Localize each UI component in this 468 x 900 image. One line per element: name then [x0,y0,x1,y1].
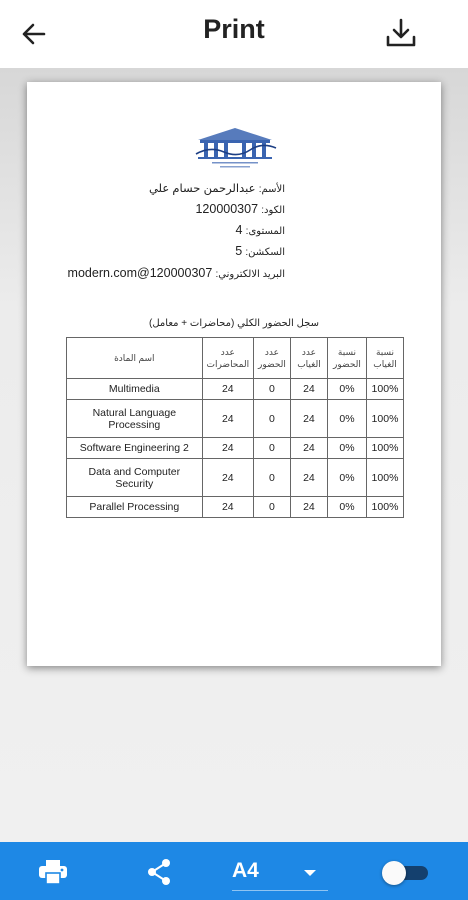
paper-preview [27,82,441,666]
cell-subject: Software Engineering 2 [67,438,203,459]
cell-lectures: 24 [202,379,253,400]
student-name: عبدالرحمن حسام علي [148,183,256,195]
cell-attend-pct: 0% [327,400,366,438]
cell-absence-pct: 100% [366,459,403,497]
cell-absences: 24 [290,459,327,497]
cell-absences: 24 [290,400,327,438]
print-preview-area[interactable] [0,68,468,842]
header-absences: عدد الغياب [290,338,327,379]
cell-absence-pct: 100% [366,379,403,400]
cell-attended: 0 [253,379,290,400]
section-label: السكشن: [245,247,285,258]
cell-attend-pct: 0% [327,459,366,497]
bottom-toolbar [0,842,468,900]
student-email: 120000307@modern.com [67,266,213,280]
cell-subject: Data and Computer Security [67,459,203,497]
cell-attend-pct: 0% [327,438,366,459]
cell-subject: Parallel Processing [67,497,203,518]
student-code: 120000307 [195,202,259,216]
student-email-line [0,266,285,280]
cell-attended: 0 [253,459,290,497]
table-header-row [67,338,404,379]
cell-absence-pct: 100% [366,497,403,518]
cell-attended: 0 [253,400,290,438]
header-attend-pct: نسبة الحضور [327,338,366,379]
table-row [67,400,404,438]
cell-attended: 0 [253,438,290,459]
code-label: الكود: [261,205,285,216]
student-level-line [25,223,285,237]
attendance-title: سجل الحضور الكلي (محاضرات + معامل) [149,318,319,329]
top-app-bar [0,0,468,68]
student-code-line [25,202,285,216]
option-toggle[interactable] [382,861,430,883]
student-name-line [25,181,285,195]
table-row [67,497,404,518]
paper-size-underline [232,890,328,891]
email-label: البريد الالكتروني: [215,269,285,280]
header-absence-pct: نسبة الغياب [366,338,403,379]
cell-lectures: 24 [202,438,253,459]
level-label: المستوى: [245,226,285,237]
university-logo [190,124,280,170]
attendance-table [66,337,404,518]
student-section-line [25,244,285,258]
paper-size-select[interactable]: A4 [232,859,259,882]
cell-subject: Natural Language Processing [67,400,203,438]
print-button[interactable] [38,859,68,885]
download-button[interactable] [384,16,418,50]
share-button[interactable] [146,858,172,886]
cell-attend-pct: 0% [327,379,366,400]
cell-lectures: 24 [202,497,253,518]
cell-lectures: 24 [202,459,253,497]
cell-absences: 24 [290,497,327,518]
name-label: الأسم: [258,184,285,195]
table-row [67,379,404,400]
printer-icon [38,859,68,885]
share-icon [146,858,172,886]
header-lectures: عدد المحاضرات [202,338,253,379]
student-level: 4 [235,223,243,237]
table-row [67,459,404,497]
toggle-knob [382,861,406,885]
cell-absence-pct: 100% [366,438,403,459]
download-icon [384,16,418,50]
header-subject: اسم المادة [67,338,203,379]
cell-attend-pct: 0% [327,497,366,518]
header-attended: عدد الحضور [253,338,290,379]
cell-absence-pct: 100% [366,400,403,438]
cell-lectures: 24 [202,400,253,438]
paper-size-dropdown[interactable] [300,866,320,878]
cell-absences: 24 [290,438,327,459]
cell-absences: 24 [290,379,327,400]
cell-subject: Multimedia [67,379,203,400]
table-row [67,438,404,459]
student-section: 5 [235,244,243,258]
caret-down-icon [300,867,320,879]
cell-attended: 0 [253,497,290,518]
page-title: Print [203,14,265,44]
